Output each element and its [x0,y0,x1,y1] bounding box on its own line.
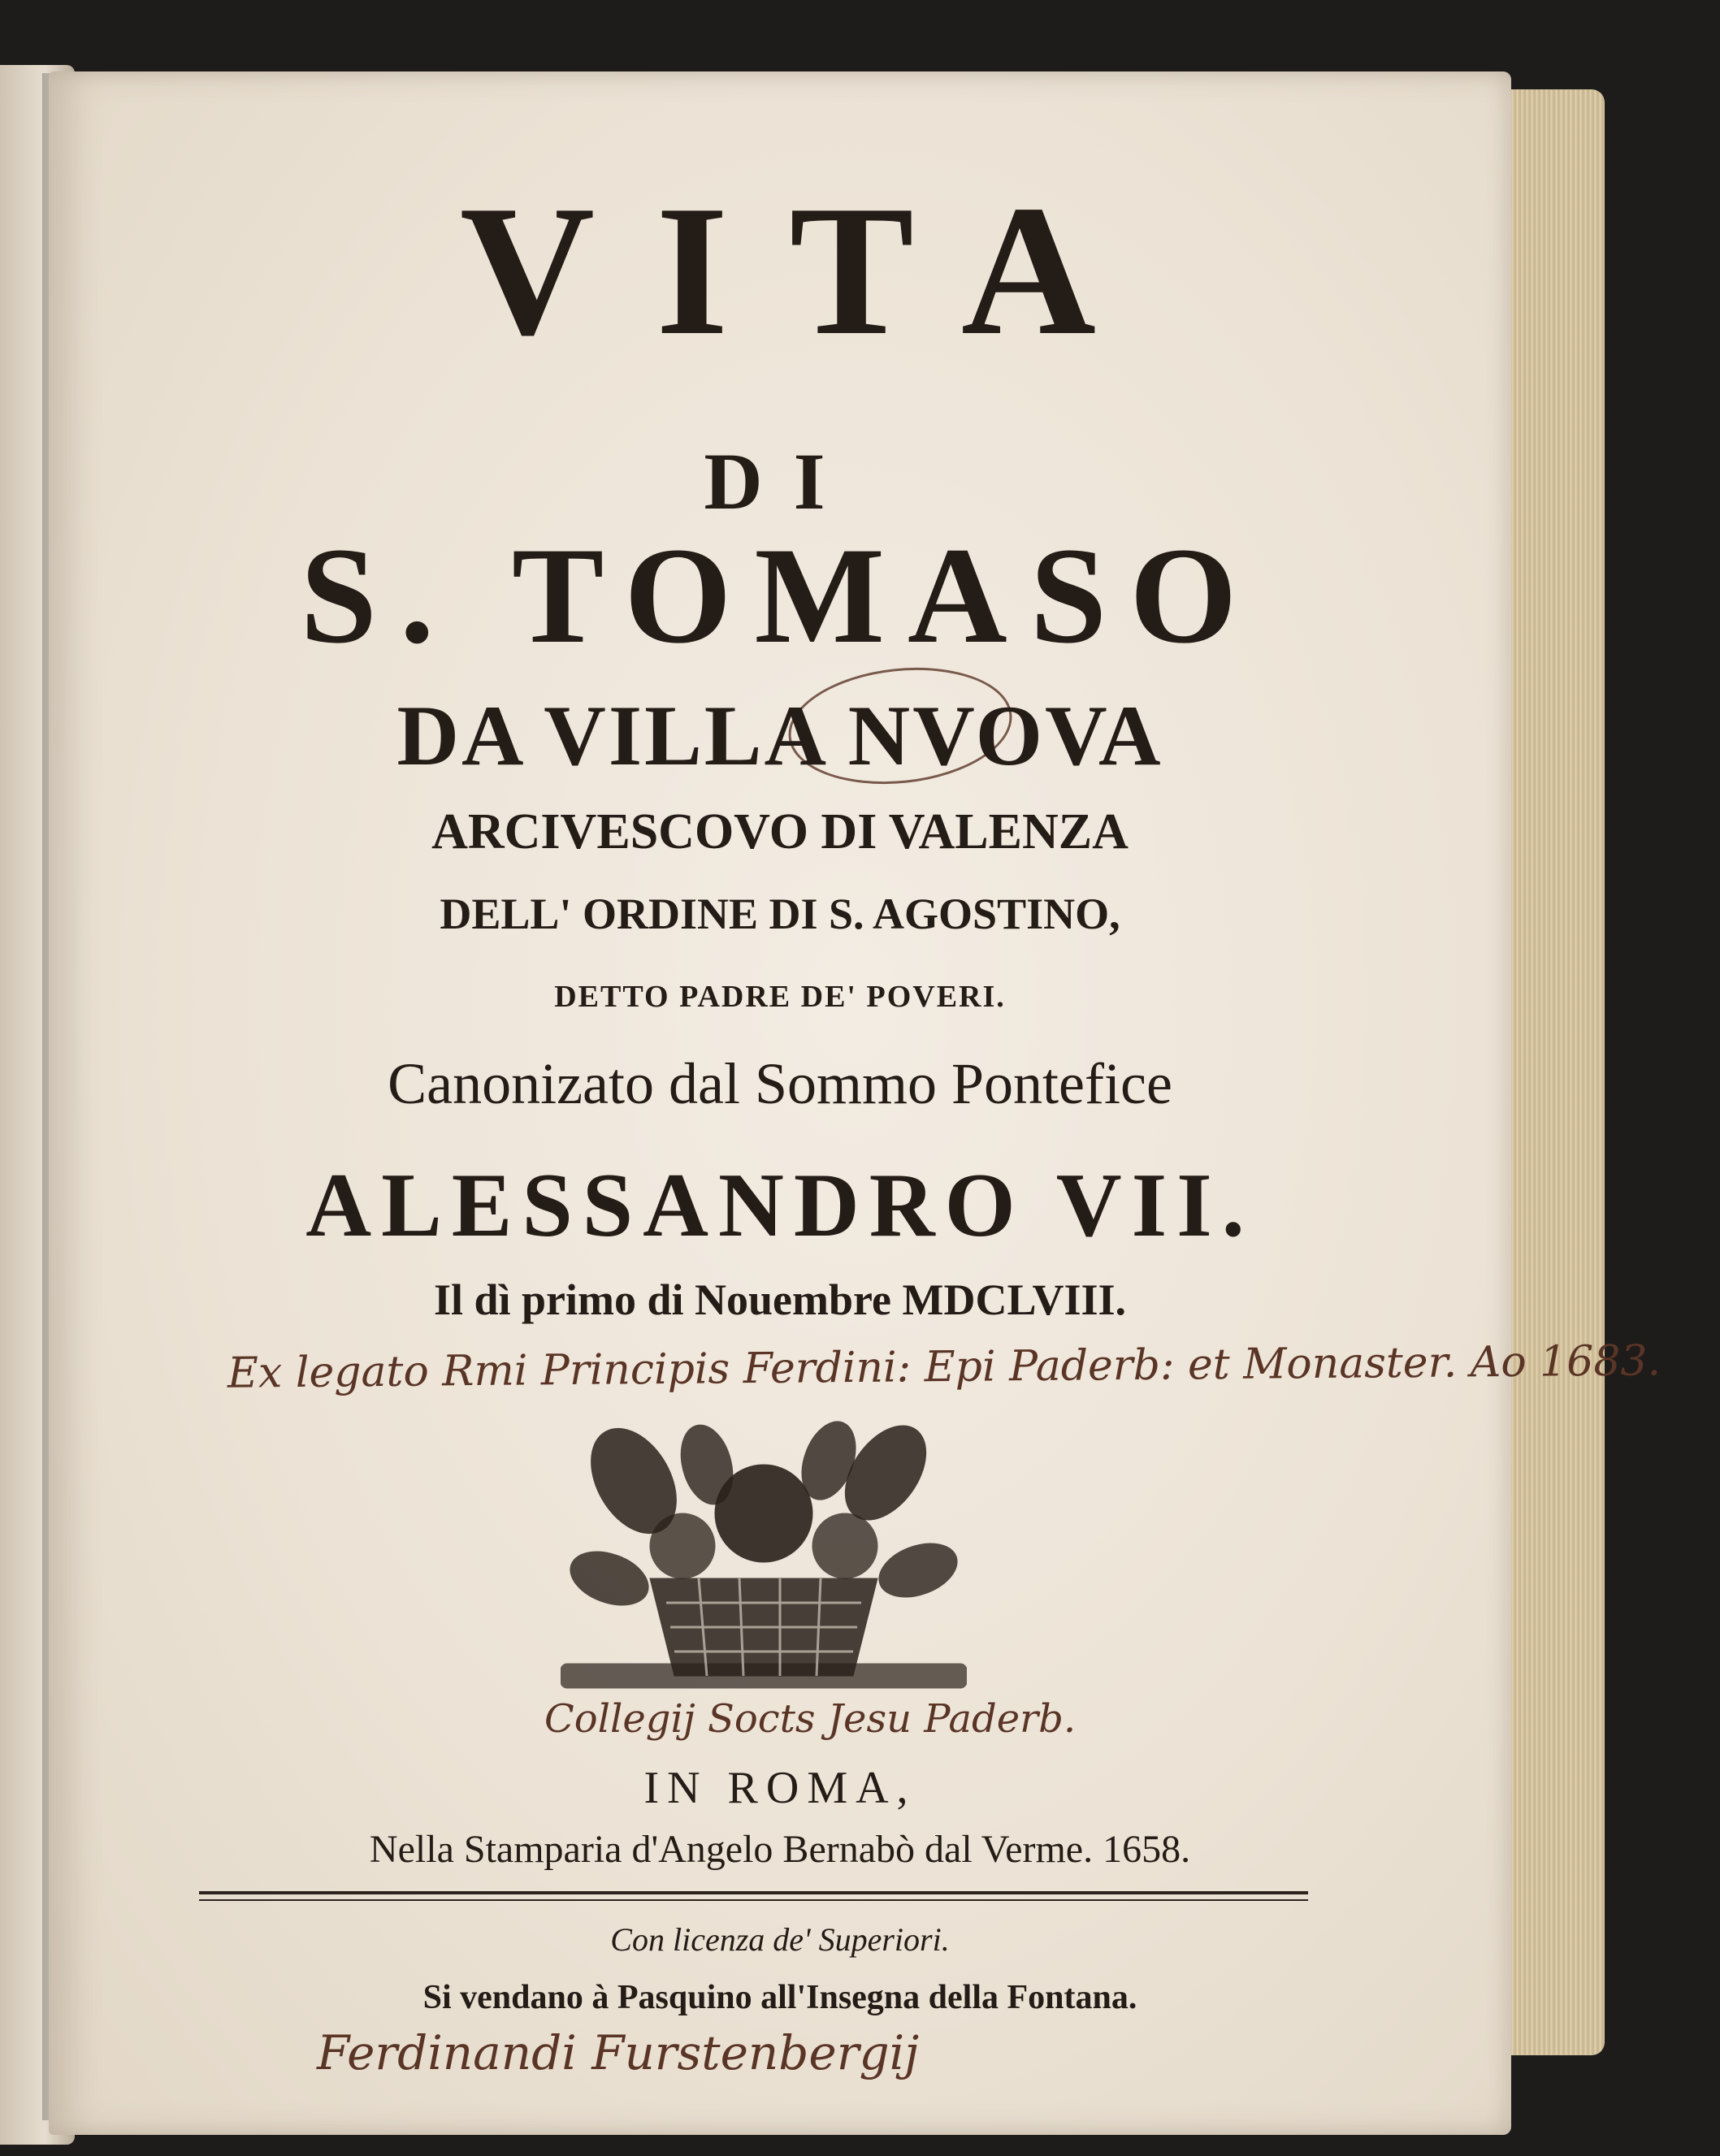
canonized-line: Canonizato dal Sommo Pontefice [388,1051,1172,1116]
title-page [49,71,1662,2135]
canonization-date: Il dì primo di Nouembre MDCLVIII. [433,1275,1127,1324]
title-vita: VITA [459,167,1158,374]
pope-name: ALESSANDRO VII. [305,1155,1254,1256]
title-saint-name: S. TOMASO [300,519,1260,672]
title-villanuova: DA VILLA NVOVA [396,688,1163,783]
page-edges [1503,89,1605,2055]
imprint-place: IN ROMA, [643,1763,916,1813]
rule-thick [199,1891,1308,1894]
imprint-printer: Nella Stamparia d'Angelo Bernabò dal Verme. 1658. [369,1828,1191,1871]
handwritten-owner-signature: Ferdinandi Furstenbergij [317,2025,920,2080]
handwritten-college-mark: Collegij Socts Jesu Paderb. [544,1696,1077,1742]
rule-thin [199,1899,1308,1901]
title-di: DI [704,436,856,526]
handwritten-provenance-note: Ex legato Rmi Principis Ferdini: Epi Paderb: et Monaster. Ao 1683. [227,1336,1662,1398]
subtitle-order: DELL' ORDINE DI S. AGOSTINO, [440,890,1120,938]
license-line: Con licenza de' Superiori. [610,1921,950,1958]
subtitle-archbishop: ARCIVESCOVO DI VALENZA [431,804,1129,859]
printers-device-fruit-basket [561,1416,967,1696]
subtitle-epithet: DETTO PADRE DE' POVERI. [554,980,1006,1014]
sale-line: Si vendano à Pasquino all'Insegna della Fontana. [422,1979,1137,2016]
